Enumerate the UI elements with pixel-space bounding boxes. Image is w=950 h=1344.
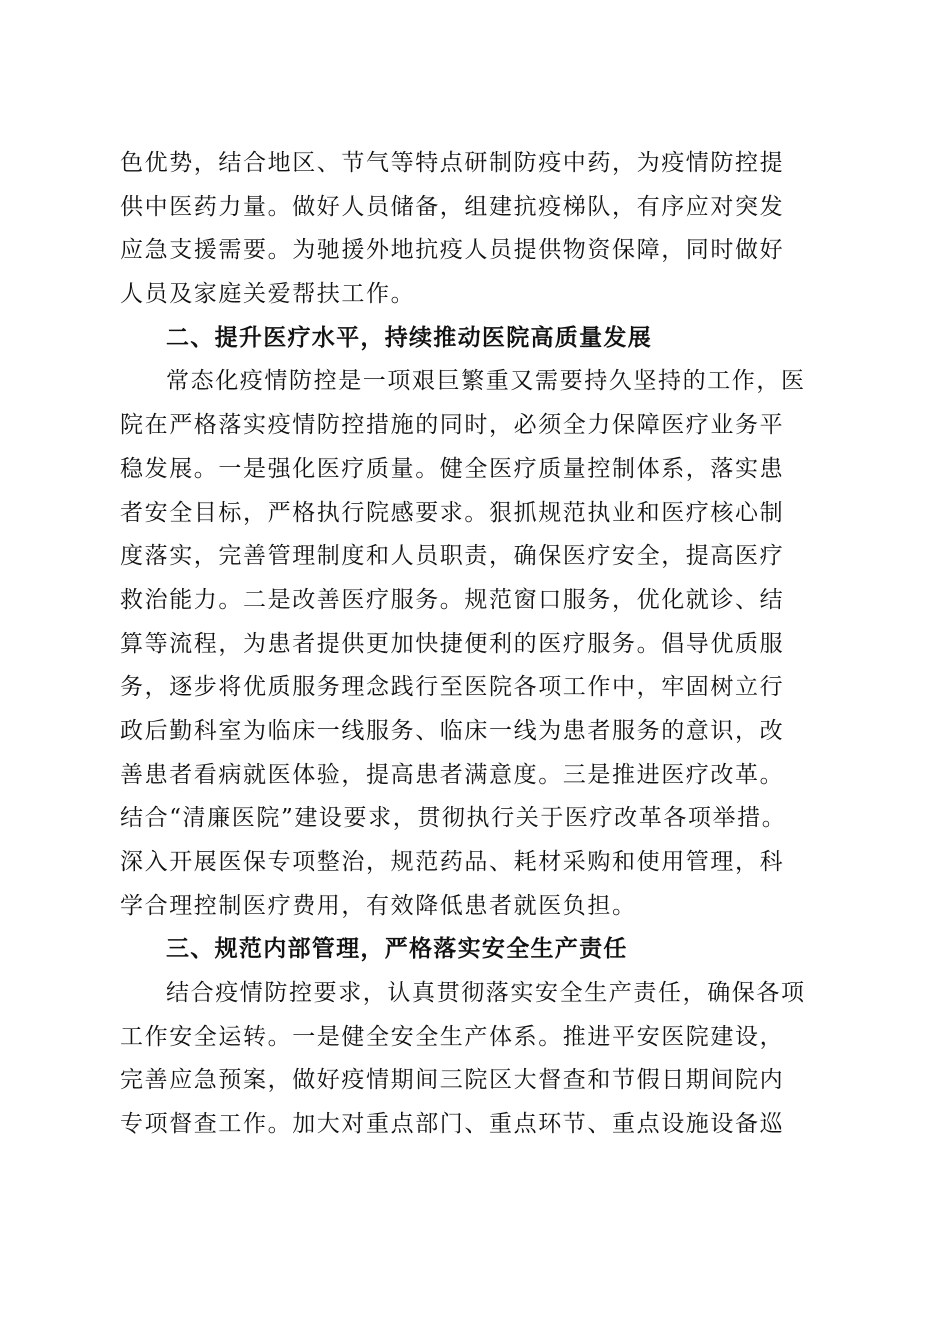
text-line: 救治能力。二是改善医疗服务。规范窗口服务，优化就诊、结 [120, 586, 785, 613]
document-body [120, 142, 840, 1147]
text-line: 完善应急预案，做好疫情期间三院区大督查和节假日期间院内 [120, 1067, 785, 1094]
text-line: 学合理控制医疗费用，有效降低患者就医负担。 [120, 892, 637, 919]
text-line: 工作安全运转。一是健全安全生产体系。推进平安医院建设， [120, 1023, 785, 1050]
text-line: 稳发展。一是强化医疗质量。健全医疗质量控制体系，落实患 [120, 455, 785, 482]
text-line: 务，逐步将优质服务理念践行至医院各项工作中，牢固树立行 [120, 674, 785, 701]
text-line: 善患者看病就医体验，提高患者满意度。三是推进医疗改革。 [120, 761, 785, 788]
text-line: 应急支援需要。为驰援外地抗疫人员提供物资保障，同时做好 [120, 237, 785, 264]
section-three-heading: 三、规范内部管理，严格落实安全生产责任 [166, 936, 628, 963]
text-line: 供中医药力量。做好人员储备，组建抗疫梯队，有序应对突发 [120, 193, 785, 220]
text-line: 常态化疫情防控是一项艰巨繁重又需要持久坚持的工作，医 [166, 368, 806, 395]
text-line: 算等流程，为患者提供更加快捷便利的医疗服务。倡导优质服 [120, 630, 785, 657]
text-line: 色优势，结合地区、节气等特点研制防疫中药，为疫情防控提 [120, 150, 785, 176]
text-line: 者安全目标，严格执行院感要求。狠抓规范执业和医疗核心制 [120, 499, 785, 526]
section-two-heading: 二、提升医疗水平，持续推动医院高质量发展 [166, 324, 652, 351]
text-line: 政后勤科室为临床一线服务、临床一线为患者服务的意识，改 [120, 717, 785, 744]
paragraph-continuation [120, 142, 840, 317]
text-line: 结合疫情防控要求，认真贯彻落实安全生产责任，确保各项 [166, 980, 806, 1007]
text-line: 深入开展医保专项整治，规范药品、耗材采购和使用管理，科 [120, 849, 785, 875]
text-line: 人员及家庭关爱帮扶工作。 [120, 281, 416, 308]
section-three [120, 928, 840, 1146]
text-line: 专项督查工作。加大对重点部门、重点环节、重点设施设备巡 [120, 1111, 785, 1138]
text-line: 院在严格落实疫情防控措施的同时，必须全力保障医疗业务平 [120, 412, 785, 439]
text-line: 结合“清廉医院”建设要求，贯彻执行关于医疗改革各项举措。 [120, 805, 787, 832]
text-line: 度落实，完善管理制度和人员职责，确保医疗安全，提高医疗 [120, 543, 785, 570]
section-two [120, 317, 840, 929]
